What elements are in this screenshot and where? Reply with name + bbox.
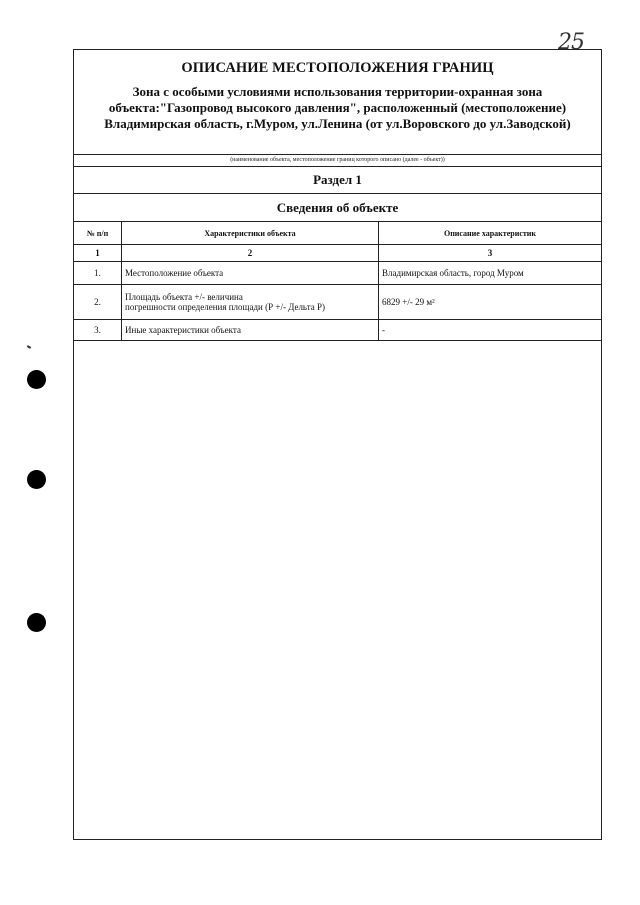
row-value: Владимирская область, город Муром	[379, 262, 602, 285]
row-characteristic: Иные характеристики объекта	[122, 320, 379, 341]
binder-hole-1	[27, 370, 46, 389]
col-number-3: 3	[379, 245, 602, 262]
row-characteristic-line-1: Площадь объекта +/- величина	[125, 292, 243, 302]
object-caption: (наименование объекта, местоположение границ которого описано (далее - объект))	[74, 155, 601, 167]
table-row	[74, 285, 601, 320]
subtitle-line-3: Владимирская область, г.Муром, ул.Ленина (от ул.Воровского до ул.Заводской)	[104, 116, 571, 131]
header-characteristic: Характеристики объекта	[122, 222, 379, 245]
row-value: -	[379, 320, 602, 341]
row-num: 2.	[74, 285, 122, 320]
scan-mark	[27, 345, 31, 349]
table-column-numbers	[74, 245, 601, 262]
info-title: Сведения об объекте	[74, 194, 601, 222]
section-title: Раздел 1	[74, 167, 601, 194]
header-num: № п/п	[74, 222, 122, 245]
object-info-table	[74, 222, 601, 341]
document-header	[74, 60, 601, 155]
table-row	[74, 320, 601, 341]
subtitle-line-2: объекта:"Газопровод высокого давления", расположенный (местоположение)	[108, 100, 567, 115]
row-characteristic-line-2: погрешности определения площади (Р +/- Дельта Р)	[125, 302, 325, 312]
table-row	[74, 262, 601, 285]
row-characteristic	[122, 285, 379, 320]
document-subtitle	[74, 84, 601, 132]
binder-hole-3	[27, 613, 46, 632]
row-num: 1.	[74, 262, 122, 285]
document-title: ОПИСАНИЕ МЕСТОПОЛОЖЕНИЯ ГРАНИЦ	[181, 60, 494, 76]
page-number: 25	[558, 30, 584, 55]
row-characteristic: Местоположение объекта	[122, 262, 379, 285]
col-number-1: 1	[74, 245, 122, 262]
row-num: 3.	[74, 320, 122, 341]
col-number-2: 2	[122, 245, 379, 262]
row-value: 6829 +/- 29 м²	[379, 285, 602, 320]
binder-hole-2	[27, 470, 46, 489]
document-frame	[73, 49, 602, 840]
header-description: Описание характеристик	[379, 222, 602, 245]
table-header-row	[74, 222, 601, 245]
subtitle-line-1: Зона с особыми условиями использования территории-охранная зона	[132, 84, 543, 99]
